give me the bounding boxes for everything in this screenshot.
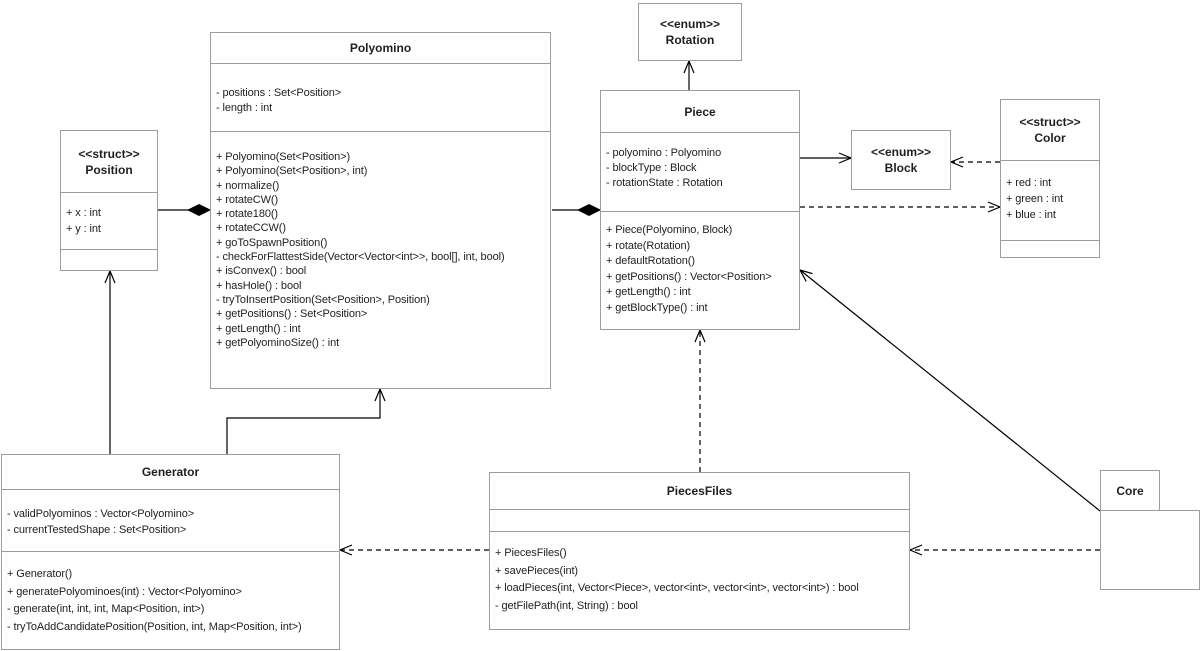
member-line: + generatePolyominoes(int) : Vector<Polyomino> bbox=[7, 585, 242, 598]
member-line: + x : int bbox=[66, 207, 101, 219]
class-piecesfiles-attributes bbox=[490, 509, 909, 531]
class-piece[interactable] bbox=[600, 90, 800, 330]
member-line: + normalize() bbox=[216, 179, 280, 192]
class-polyomino-methods bbox=[211, 131, 550, 388]
stereotype-label: <<enum>> bbox=[870, 145, 932, 159]
member-line: + Piece(Polyomino, Block) bbox=[606, 224, 733, 236]
member-line: - tryToAddCandidatePosition(Position, int, Map<Position, int>) bbox=[7, 620, 302, 633]
member-line: + getLength() : int bbox=[606, 286, 691, 298]
member-line: + rotateCW() bbox=[216, 193, 279, 206]
member-line: - blockType : Block bbox=[606, 162, 697, 174]
class-rotation[interactable] bbox=[638, 3, 742, 61]
class-position-title bbox=[61, 131, 157, 192]
class-name-label: Color bbox=[1034, 131, 1066, 145]
member-line: + rotate(Rotation) bbox=[606, 239, 691, 252]
class-color[interactable] bbox=[1000, 99, 1100, 258]
member-line: - length : int bbox=[216, 101, 273, 114]
member-line: + Polyomino(Set<Position>, int) bbox=[216, 165, 368, 178]
class-position-attributes bbox=[61, 192, 157, 249]
class-color-title bbox=[1001, 100, 1099, 160]
member-line: + y : int bbox=[66, 223, 101, 235]
class-name-label: Block bbox=[884, 161, 918, 175]
member-line: - checkForFlattestSide(Vector<Vector<int>>, bool[], int, bool) bbox=[216, 251, 505, 264]
relation-arrow-generator-to-polyomino[interactable] bbox=[227, 389, 380, 454]
member-line: + getPositions() : Set<Position> bbox=[216, 308, 368, 321]
member-line: + rotate180() bbox=[216, 208, 278, 221]
member-line: - rotationState : Rotation bbox=[606, 177, 723, 189]
member-line: + getLength() : int bbox=[216, 322, 301, 335]
class-piecesfiles[interactable] bbox=[489, 472, 910, 630]
member-line: + getPolyominoSize() : int bbox=[216, 336, 340, 349]
class-rotation-title bbox=[639, 4, 741, 60]
class-core-body[interactable] bbox=[1100, 510, 1200, 590]
member-line: + hasHole() : bool bbox=[216, 279, 302, 292]
member-line: + loadPieces(int, Vector<Piece>, vector<int>, vector<int>, vector<int>) : bool bbox=[495, 582, 859, 594]
member-line: + green : int bbox=[1006, 193, 1064, 205]
class-position-methods bbox=[61, 249, 157, 270]
class-color-methods bbox=[1001, 240, 1099, 257]
member-line: + getPositions() : Vector<Position> bbox=[606, 270, 772, 283]
class-block-title bbox=[852, 131, 950, 189]
class-position[interactable] bbox=[60, 130, 158, 271]
member-line: - tryToInsertPosition(Set<Position>, Position) bbox=[216, 293, 430, 306]
member-line: + rotateCCW() bbox=[216, 222, 286, 235]
class-block[interactable] bbox=[851, 130, 951, 190]
member-line: + defaultRotation() bbox=[606, 255, 695, 267]
stereotype-label: <<struct>> bbox=[78, 146, 140, 161]
class-piecesfiles-methods bbox=[490, 531, 909, 629]
member-line: + goToSpawnPosition() bbox=[216, 236, 328, 249]
member-line: + savePieces(int) bbox=[495, 564, 578, 577]
member-line: - validPolyominos : Vector<Polyomino> bbox=[7, 508, 195, 520]
class-generator[interactable] bbox=[1, 454, 340, 650]
member-line: + Polyomino(Set<Position>) bbox=[216, 151, 351, 163]
member-line: + red : int bbox=[1006, 177, 1052, 189]
class-generator-attributes bbox=[2, 489, 339, 551]
class-name-label: Position bbox=[85, 162, 133, 177]
class-color-attributes bbox=[1001, 160, 1099, 240]
member-line: + getBlockType() : int bbox=[606, 301, 708, 314]
member-line: - polyomino : Polyomino bbox=[606, 147, 722, 159]
class-generator-methods bbox=[2, 551, 339, 649]
member-line: + blue : int bbox=[1006, 209, 1056, 221]
class-generator-title: Generator bbox=[141, 465, 200, 479]
member-line: - currentTestedShape : Set<Position> bbox=[7, 524, 187, 536]
stereotype-label: <<struct>> bbox=[1019, 115, 1081, 129]
class-polyomino[interactable] bbox=[210, 32, 551, 389]
class-core-tab[interactable] bbox=[1100, 470, 1160, 511]
class-name-label: Rotation bbox=[665, 33, 715, 47]
class-piece-methods bbox=[601, 211, 799, 329]
class-polyomino-attributes bbox=[211, 63, 550, 131]
stereotype-label: <<enum>> bbox=[659, 17, 721, 31]
member-line: - getFilePath(int, String) : bool bbox=[495, 599, 638, 612]
member-line: + Generator() bbox=[7, 568, 73, 580]
member-line: - positions : Set<Position> bbox=[216, 87, 342, 99]
member-line: + isConvex() : bool bbox=[216, 265, 307, 278]
class-polyomino-title: Polyomino bbox=[349, 41, 412, 55]
class-piece-attributes bbox=[601, 132, 799, 211]
member-line: - generate(int, int, int, Map<Position, int>) bbox=[7, 603, 205, 615]
class-piecesfiles-title: PiecesFiles bbox=[666, 484, 733, 498]
class-core-title: Core bbox=[1116, 483, 1144, 498]
member-line: + PiecesFiles() bbox=[495, 547, 567, 559]
class-piece-title: Piece bbox=[684, 104, 716, 119]
